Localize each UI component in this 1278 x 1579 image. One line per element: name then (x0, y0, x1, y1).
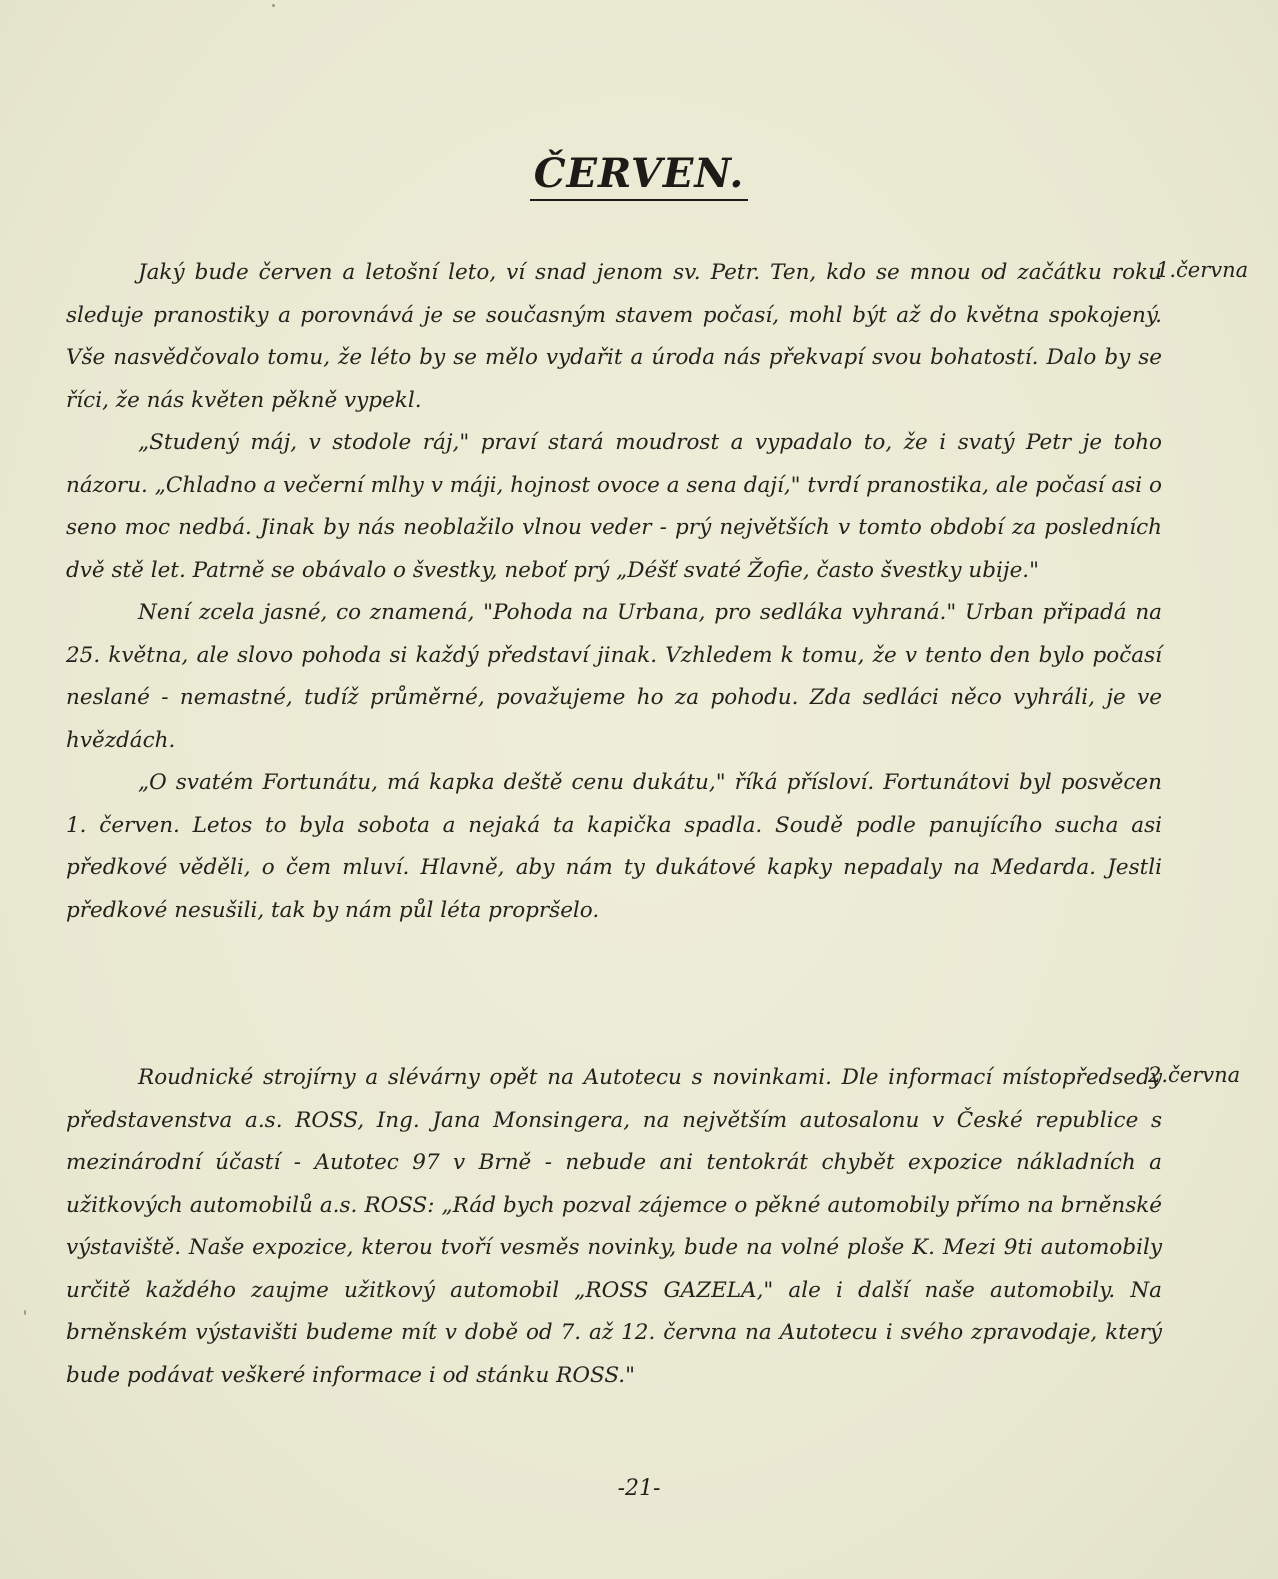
entry-june-2 (66, 1057, 1162, 1397)
paragraph: Není zcela jasné, co znamená, "Pohoda na Urbana, pro sedláka vyhraná." Urban připadá na 25. května, ale slovo pohoda si každý představí jinak. Vzhledem k tomu, že v tento den bylo počasí neslané - nemastné, tudíž průměrné, považujeme ho za pohodu. Zda sedláci něco vyhráli, je ve hvězdách. (66, 600, 1162, 753)
entry-date-2: 2.června (1148, 1063, 1241, 1087)
page-number: -21- (617, 1476, 661, 1501)
paragraph: „O svatém Fortunátu, má kapka deště cenu dukátu," říká přísloví. Fortunátovi byl posvěcen 1. červen. Letos to byla sobota a nejaká ta kapička spadla. Soudě podle panujícího sucha asi předkové věděli, o čem mluví. Hlavně, aby nám ty dukátové kapky nepadaly na Medarda. Jestli předkové nesušili, tak by nám půl léta propršelo. (66, 770, 1162, 923)
paragraph: „Studený máj, v stodole ráj," praví stará moudrost a vypadalo to, že i svatý Petr je toho názoru. „Chladno a večerní mlhy v máji, hojnost ovoce a sena dají," tvrdí pranostika, ale počasí asi o seno moc nedbá. Jinak by nás neoblažilo vlnou veder - prý největších v tomto období za posledních dvě stě let. Patrně se obávalo o švestky, neboť prý „Déšť svaté Žofie, často švestky ubije." (66, 430, 1162, 583)
paragraph: Jaký bude červen a letošní leto, ví snad jenom sv. Petr. Ten, kdo se mnou od začátku roku sleduje pranostiky a porovnává je se současným stavem počasí, mohl být až do května spokojený. Vše nasvědčovalo tomu, že léto by se mělo vydařit a úroda nás překvapí svou bohatostí. Dalo by se říci, že nás květen pěkně vypekl. (66, 260, 1162, 413)
page-title (0, 150, 1278, 201)
paragraph: Roudnické strojírny a slévárny opět na Autotecu s novinkami. Dle informací místopředsedy představenstva a.s. ROSS, Ing. Jana Monsingera, na největším autosalonu v České republice s mezinárodní účastí - Autotec 97 v Brně - nebude ani tentokrát chybět expozice nákladních a užitkových automobilů a.s. ROSS: „Rád bych pozval zájemce o pěkné automobily přímo na brněnské výstaviště. Naše expozice, kterou tvoří vesměs novinky, bude na volné ploše K. Mezi 9ti automobily určitě každého zaujme užitkový automobil „ROSS GAZELA," ale i další naše automobily. Na brněnském výstavišti budeme mít v době od 7. až 12. června na Autotecu i svého zpravodaje, který bude podávat veškeré informace i od stánku ROSS." (66, 1065, 1162, 1388)
page-title-text: ČERVEN. (530, 150, 749, 201)
entry-june-1 (66, 252, 1162, 932)
entry-date-1: 1.června (1156, 258, 1249, 282)
paper-speck (24, 1310, 26, 1315)
paper-speck (272, 4, 275, 7)
